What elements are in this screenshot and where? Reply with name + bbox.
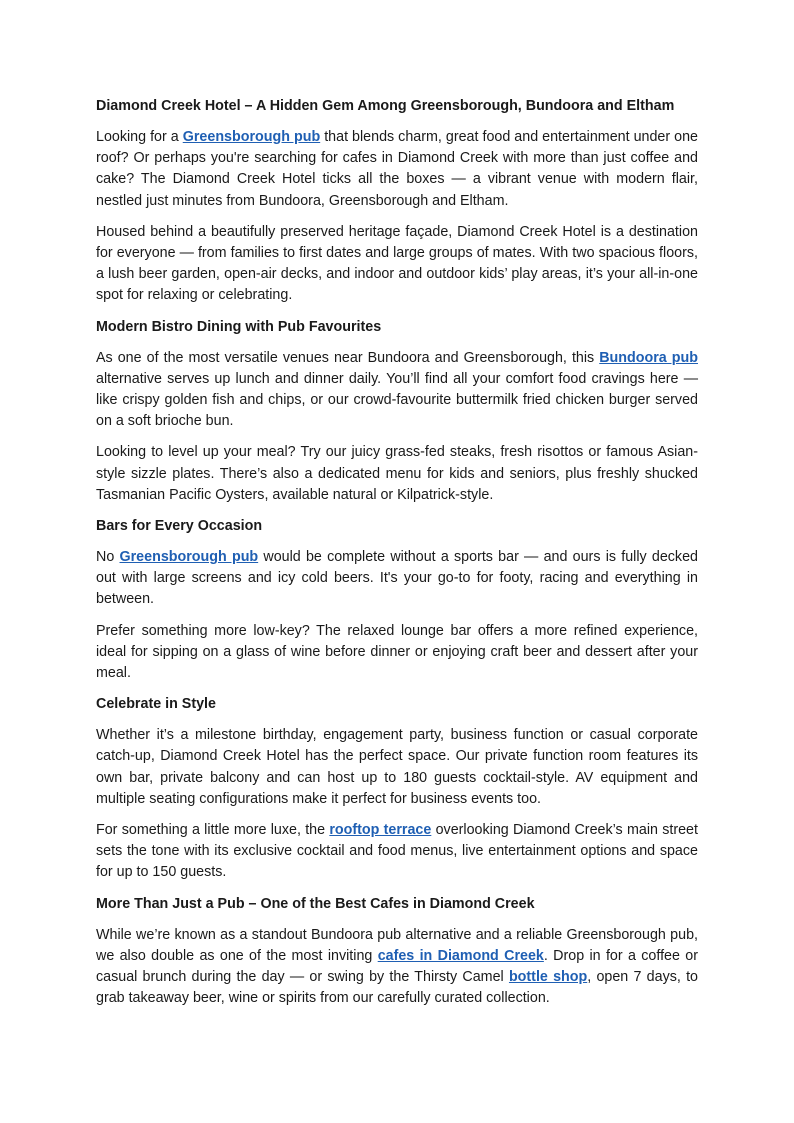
intro-paragraph-2: Housed behind a beautifully preserved heritage façade, Diamond Creek Hotel is a destination for everyone — from families to first dates and large groups of mates. With two spacious floors, a lush beer garden, open-air decks, and indoor and outdoor kids’ play areas, it’s your all-in-one spot for relaxing or celebrating.	[96, 223, 698, 304]
text-run: that blends charm, great food and entertainment under one roof? Or perhaps you're searching for cafes in Diamond Creek with more than just coffee and cake? The Diamond Creek Hotel ticks all the boxes — a vibrant venue with modern flair, nestled just minutes from Bundoora, Greensborough and Eltham.	[96, 129, 699, 209]
dining-paragraph-1	[96, 348, 698, 433]
rooftop-terrace-link[interactable]: rooftop terrace	[329, 822, 432, 839]
page-title: Diamond Creek Hotel – A Hidden Gem Among Greensborough, Bundoora and Eltham	[96, 98, 675, 114]
greensborough-pub-link[interactable]: Greensborough pub	[182, 129, 321, 145]
bars-heading: Bars for Every Occasion	[96, 518, 263, 535]
document-page	[96, 96, 698, 1020]
bundoora-pub-link[interactable]: Bundoora pub	[599, 349, 698, 366]
cafe-heading: More Than Just a Pub – One of the Best Cafes in Diamond Creek	[96, 895, 535, 912]
bottle-shop-link[interactable]: bottle shop	[508, 969, 588, 986]
text-run: overlooking Diamond Creek’s main street sets the tone with its exclusive cocktail and food menus, live entertainment options and space for up to 150 guests.	[96, 822, 698, 881]
dining-heading: Modern Bistro Dining with Pub Favourites	[96, 318, 382, 335]
bars-paragraph-2: Prefer something more low-key? The relaxed lounge bar offers a more refined experience, ideal for sipping on a glass of wine before dinner or enjoying craft beer and dessert after your meal.	[96, 622, 698, 682]
text-run: No	[96, 549, 120, 566]
dining-paragraph-2: Looking to level up your meal? Try our juicy grass-fed steaks, fresh risottos or famous Asian-style sizzle plates. There’s also a dedicated menu for kids and seniors, plus freshly shucked Tasmanian Pacific Oysters, available natural or Kilpatrick-style.	[96, 444, 698, 503]
text-run: would be complete without a sports bar — and ours is fully decked out with large screens and icy cold beers. It's your go-to for footy, racing and everything in between.	[96, 549, 698, 608]
celebrate-paragraph-2	[96, 820, 698, 884]
greensborough-pub-link-2[interactable]: Greensborough pub	[119, 549, 259, 566]
text-run: Looking for a	[96, 129, 183, 145]
text-run: For something a little more luxe, the	[96, 822, 330, 839]
bars-paragraph-1	[96, 547, 698, 611]
celebrate-heading: Celebrate in Style	[96, 696, 216, 713]
cafes-diamond-creek-link[interactable]: cafes in Diamond Creek	[377, 947, 544, 964]
text-run: While we’re known as a standout Bundoora pub alternative and a reliable Greensborough pub, we also double as one of the most inviting	[96, 926, 698, 964]
intro-paragraph-1	[96, 127, 698, 212]
text-run: . Drop in for a coffee or casual brunch during the day — or swing by the Thirsty Camel	[96, 947, 699, 986]
text-run: As one of the most versatile venues near Bundoora and Greensborough, this	[96, 349, 600, 366]
text-run: alternative serves up lunch and dinner daily. You’ll find all your comfort food cravings here — like crispy golden fish and chips, or our crowd-favourite buttermilk fried chicken burger served on a soft brioche bun.	[96, 370, 698, 430]
cafe-paragraph-1	[96, 925, 698, 1010]
text-run: , open 7 days, to grab takeaway beer, wine or spirits from our carefully curated collection.	[96, 969, 698, 1007]
celebrate-paragraph-1: Whether it’s a milestone birthday, engagement party, business function or casual corporate catch-up, Diamond Creek Hotel has the perfect space. Our private function room features its own bar, private balcony and can host up to 180 guests cocktail-style. AV equipment and multiple seating configurations make it perfect for business events too.	[96, 727, 698, 807]
